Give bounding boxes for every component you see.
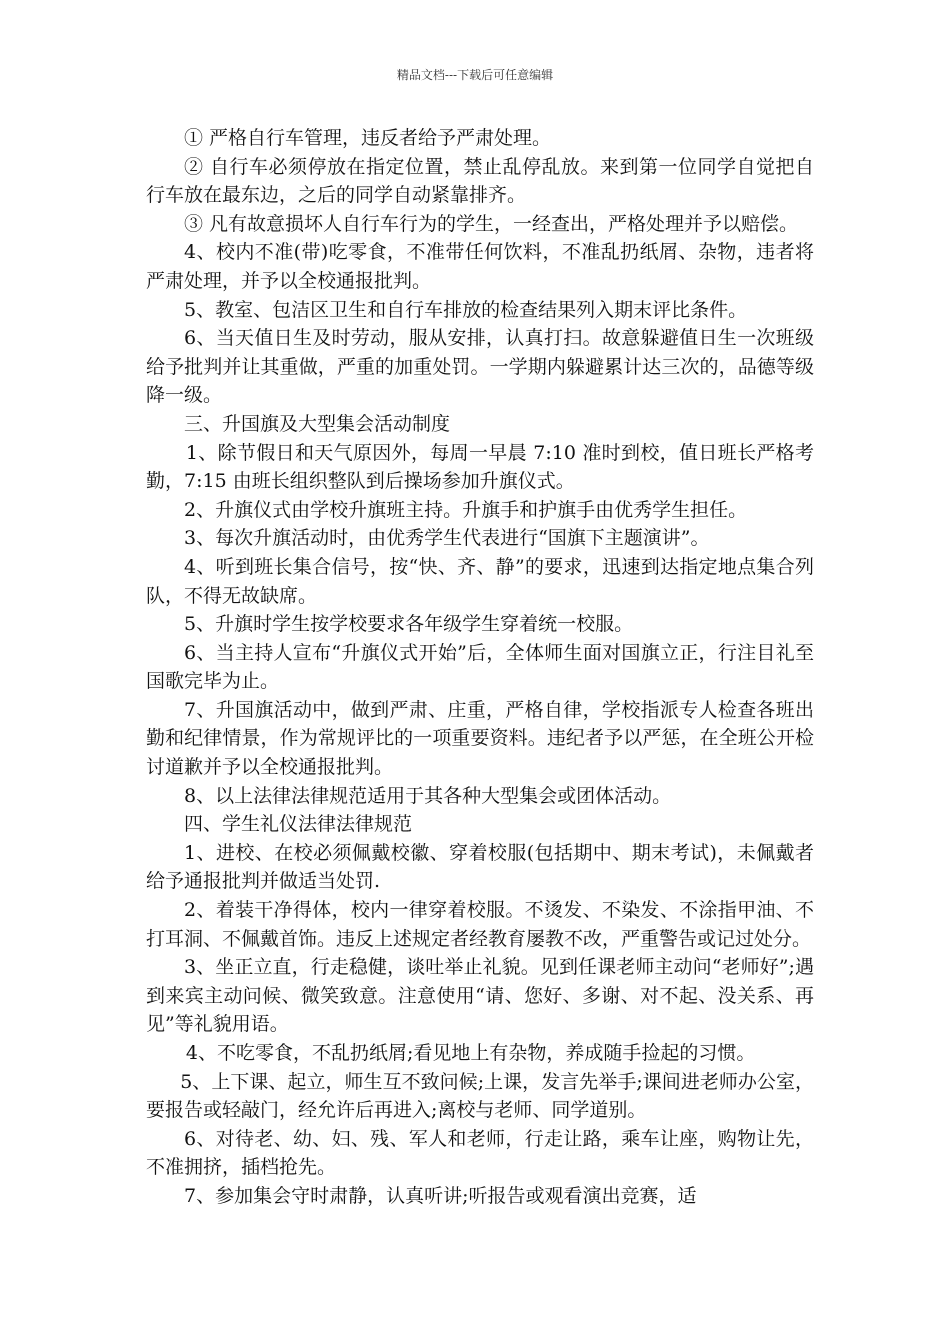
paragraph: 6、对待老、幼、妇、残、军人和老师，行走让路，乘车让座，购物让先，不准拥挤，插档抢先。 [146,1127,814,1179]
paragraph: 4、校内不准(带)吃零食，不准带任何饮料，不准乱扔纸屑、杂物，违者将严肃处理，并予以全校通报批判。 [146,241,814,292]
paragraph: 1、除节假日和天气原因外，每周一早晨 7:10 准时到校，值日班长严格考勤，7:15 由班长组织整队到后操场参加升旗仪式。 [146,441,814,493]
document-body [146,124,814,1211]
paragraph: 3、坐正立直，行走稳健，谈吐举止礼貌。见到任课老师主动问“老师好”;遇到来宾主动问候、微笑致意。注意使用“请、您好、多谢、对不起、没关系、再见”等礼貌用语。 [146,956,814,1036]
paragraph: 3、每次升旗活动时，由优秀学生代表进行“国旗下主题演讲”。 [184,527,710,550]
paragraph: 5、上下课、起立，师生互不致问候;上课，发言先举手;课间进老师办公室，要报告或轻敲门，经允许后再进入;离校与老师、同学道别。 [146,1070,814,1122]
section-heading: 三、升国旗及大型集会活动制度 [184,412,451,435]
paragraph: 6、当天值日生及时劳动，服从安排，认真打扫。故意躲避值日生一次班级给予批判并让其重做，严重的加重处罚。一学期内躲避累计达三次的，品德等级降一级。 [146,327,814,407]
paragraph: 1、进校、在校必须佩戴校徽、穿着校服(包括期中、期末考试)，未佩戴者给予通报批判并做适当处罚. [146,841,814,893]
paragraph: 2、着装干净得体，校内一律穿着校服。不烫发、不染发、不涂指甲油、不打耳洞、不佩戴首饰。违反上述规定者经教育屡教不改，严重警告或记过处分。 [146,899,814,950]
paragraph: ① 严格自行车管理，违反者给予严肃处理。 [184,127,552,149]
paragraph: 6、当主持人宣布“升旗仪式开始”后，全体师生面对国旗立正，行注目礼至国歌完毕为止。 [146,641,814,693]
paragraph: 4、听到班长集合信号，按“快、齐、静”的要求，迅速到达指定地点集合列队，不得无故缺席。 [146,555,814,607]
paragraph: 2、升旗仪式由学校升旗班主持。升旗手和护旗手由优秀学生担任。 [184,498,748,521]
paragraph: 7、升国旗活动中，做到严肃、庄重，严格自律，学校指派专人检查各班出勤和纪律情景，作为常规评比的一项重要资料。违纪者予以严惩，在全班公开检讨道歉并予以全校通报批判。 [146,698,814,779]
paragraph: 5、教室、包洁区卫生和自行车排放的检查结果列入期末评比条件。 [184,298,748,321]
paragraph: 7、参加集会守时肃静，认真听讲;听报告或观看演出竞赛，适 [184,1184,697,1207]
paragraph: 8、以上法律法律规范适用于其各种大型集会或团体活动。 [184,784,672,807]
paragraph: ③ 凡有故意损坏人自行车行为的学生，一经查出，严格处理并予以赔偿。 [184,212,799,235]
section-heading: 四、学生礼仪法律法律规范 [184,813,413,836]
paragraph: 4、不吃零食，不乱扔纸屑;看见地上有杂物，养成随手捡起的习惯。 [185,1042,756,1064]
page-header: 精品文档---下载后可任意编辑 [396,68,554,82]
paragraph: 5、升旗时学生按学校要求各年级学生穿着统一校服。 [184,613,634,636]
paragraph: ② 自行车必须停放在指定位置，禁止乱停乱放。来到第一位同学自觉把自行车放在最东边，之后的同学自动紧靠排齐。 [146,155,814,207]
